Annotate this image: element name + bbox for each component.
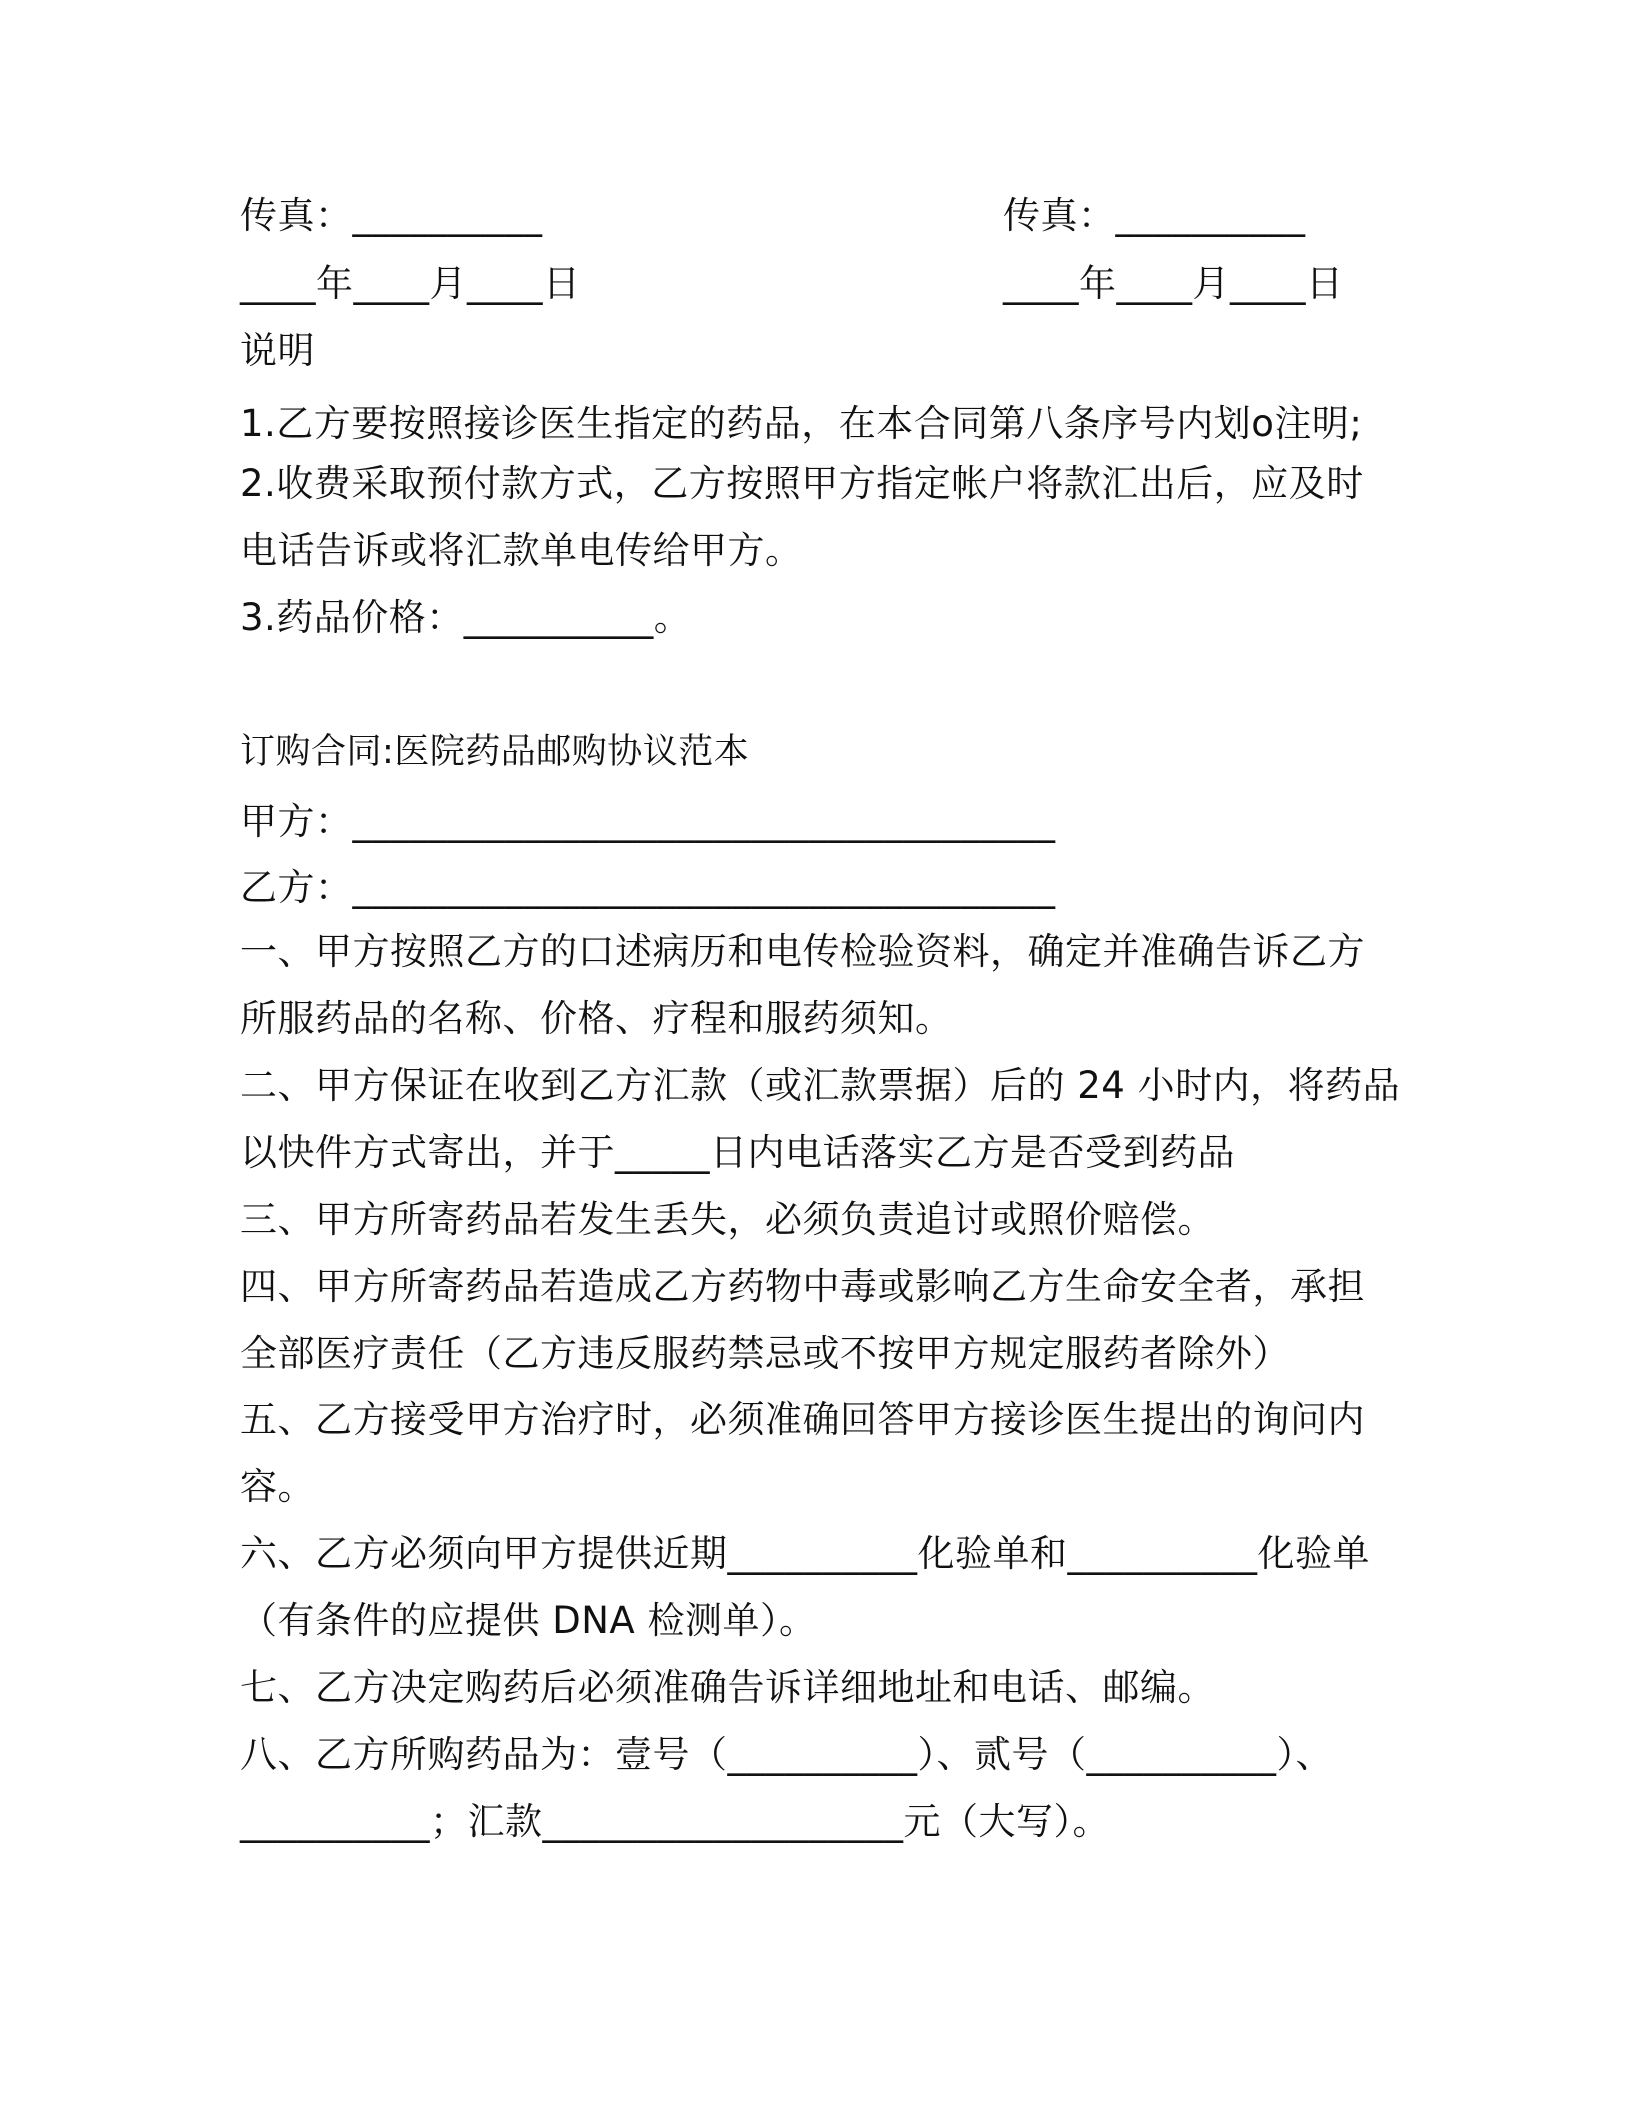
date-right: ____年____月____日: [1003, 262, 1344, 305]
clause-4-line-1: 四、甲方所寄药品若造成乙方药物中毒或影响乙方生命安全者，承担: [240, 1265, 1365, 1308]
fax-left: 传真：__________: [240, 194, 543, 237]
clause-6-line-2: （有条件的应提供 DNA 检测单）。: [240, 1599, 817, 1642]
clause-4-line-2: 全部医疗责任（乙方违反服药禁忌或不按甲方规定服药者除外）: [240, 1332, 1290, 1375]
notes-heading: 说明: [240, 329, 315, 372]
clause-1-line-2: 所服药品的名称、价格、疗程和服药须知。: [240, 997, 953, 1040]
note-item-3: 3.药品价格：__________。: [240, 596, 692, 639]
fax-right: 传真：__________: [1003, 194, 1306, 237]
clause-5-line-2: 容。: [240, 1465, 315, 1508]
note-item-2-line-2: 电话告诉或将汇款单电传给甲方。: [240, 529, 803, 572]
clause-8-line-2: __________；汇款___________________元（大写）。: [240, 1800, 1110, 1843]
clause-3: 三、甲方所寄药品若发生丢失，必须负责追讨或照价赔偿。: [240, 1198, 1215, 1241]
clause-6-line-1: 六、乙方必须向甲方提供近期__________化验单和__________化验单: [240, 1532, 1370, 1575]
clause-8-line-1: 八、乙方所购药品为：壹号（__________）、贰号（__________）、: [240, 1733, 1333, 1776]
note-item-2-line-1: 2.收费采取预付款方式，乙方按照甲方指定帐户将款汇出后，应及时: [240, 462, 1364, 505]
date-left: ____年____月____日: [240, 262, 581, 305]
clause-1-line-1: 一、甲方按照乙方的口述病历和电传检验资料，确定并准确告诉乙方: [240, 930, 1365, 973]
clause-7: 七、乙方决定购药后必须准确告诉详细地址和电话、邮编。: [240, 1666, 1215, 1709]
party-a: 甲方：_____________________________________: [240, 800, 1056, 843]
party-b: 乙方：_____________________________________: [240, 866, 1056, 909]
contract-title: 订购合同:医院药品邮购协议范本: [240, 732, 750, 772]
note-item-1: 1.乙方要按照接诊医生指定的药品，在本合同第八条序号内划o注明;: [240, 402, 1363, 445]
clause-5-line-1: 五、乙方接受甲方治疗时，必须准确回答甲方接诊医生提出的询问内: [240, 1398, 1365, 1441]
clause-2-line-2: 以快件方式寄出，并于_____日内电话落实乙方是否受到药品: [240, 1131, 1235, 1174]
clause-2-line-1: 二、甲方保证在收到乙方汇款（或汇款票据）后的 24 小时内，将药品: [240, 1064, 1401, 1107]
